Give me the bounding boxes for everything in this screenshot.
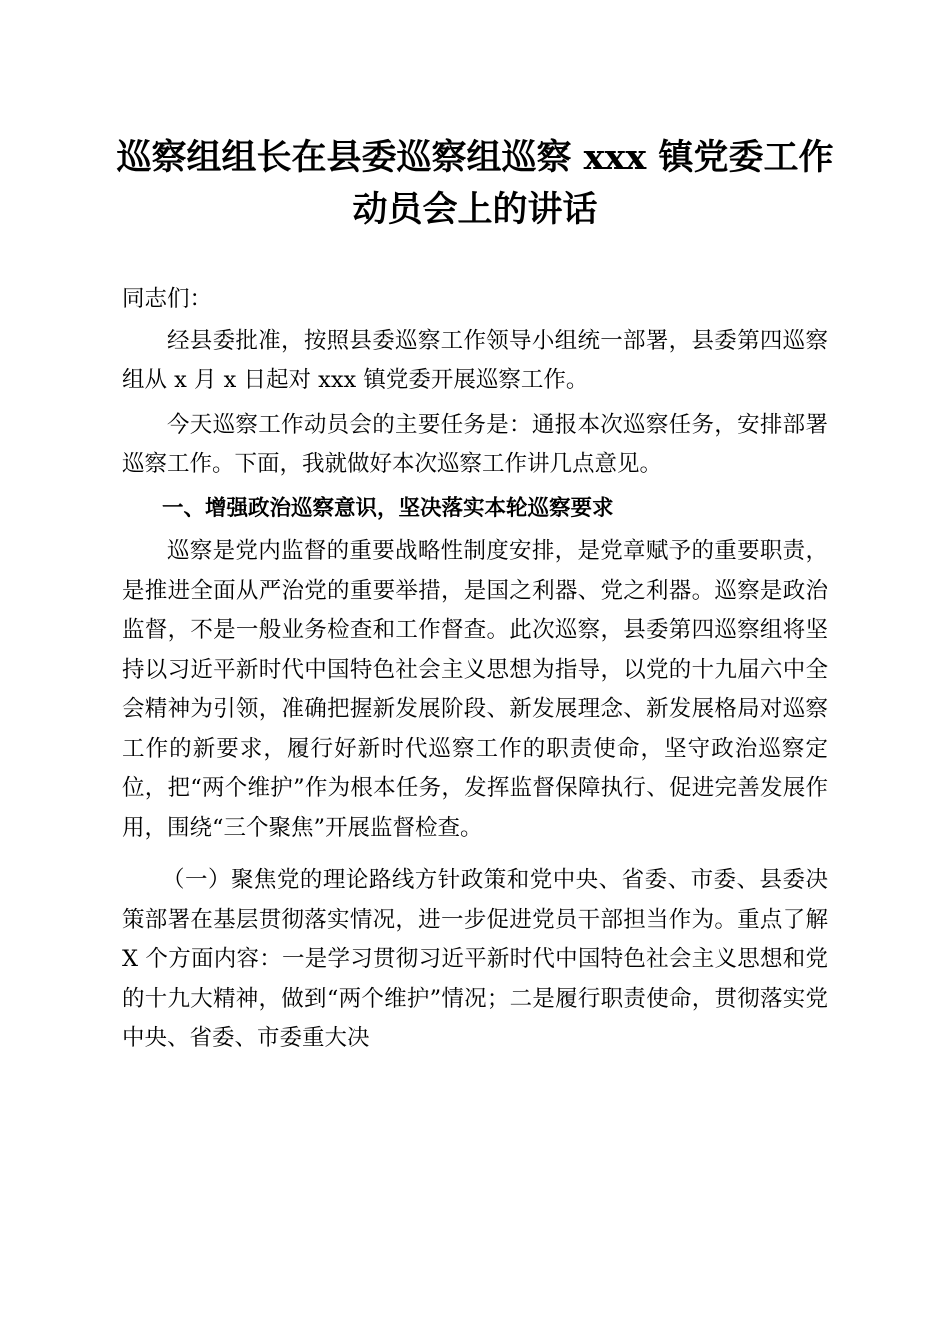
paragraph-inspection-purpose: 巡察是党内监督的重要战略性制度安排，是党章赋予的重要职责，是推进全面从严治党的重要举措，是国之利器、党之利器。巡察是政治监督，不是一般业务检查和工作督查。此次巡察，县委第四巡察组将坚持以习近平新时代中国特色社会主义思想为指导，以党的十九届六中全会精神为引领，准确把握新发展阶段、新发展理念、新发展格局对巡察工作的新要求，履行好新时代巡察工作的职责使命，坚守政治巡察定位，把“两个维护”作为根本任务，发挥监督保障执行、促进完善发展作用，围绕“三个聚焦”开展监督检查。 bbox=[122, 538, 828, 841]
greeting: 同志们： bbox=[122, 286, 213, 312]
section-heading-1: 一、增强政治巡察意识，坚决落实本轮巡察要求 bbox=[162, 495, 614, 521]
paragraph-meeting-task: 今天巡察工作动员会的主要任务是：通报本次巡察任务，安排部署巡察工作。下面，我就做好本次巡察工作讲几点意见。 bbox=[122, 411, 828, 477]
document-title bbox=[100, 132, 850, 236]
title-line-2: 动员会上的讲话 bbox=[352, 189, 598, 230]
paragraph-approval: 经县委批准，按照县委巡察工作领导小组统一部署，县委第四巡察组从 x 月 x 日起对 xxx 镇党委开展巡察工作。 bbox=[122, 327, 828, 393]
title-line-1: 巡察组组长在县委巡察组巡察 xxx 镇党委工作 bbox=[116, 137, 834, 178]
document-body bbox=[122, 280, 828, 1059]
paragraph-focus-1: （一）聚焦党的理论路线方针政策和党中央、省委、市委、县委决策部署在基层贯彻落实情况，进一步促进党员干部担当作为。重点了解 X 个方面内容：一是学习贯彻习近平新时代中国特色社会主义思想和党的十九大精神，做到“两个维护”情况；二是履行职责使命，贯彻落实党中央、省委、市委重大决 bbox=[122, 867, 828, 1051]
